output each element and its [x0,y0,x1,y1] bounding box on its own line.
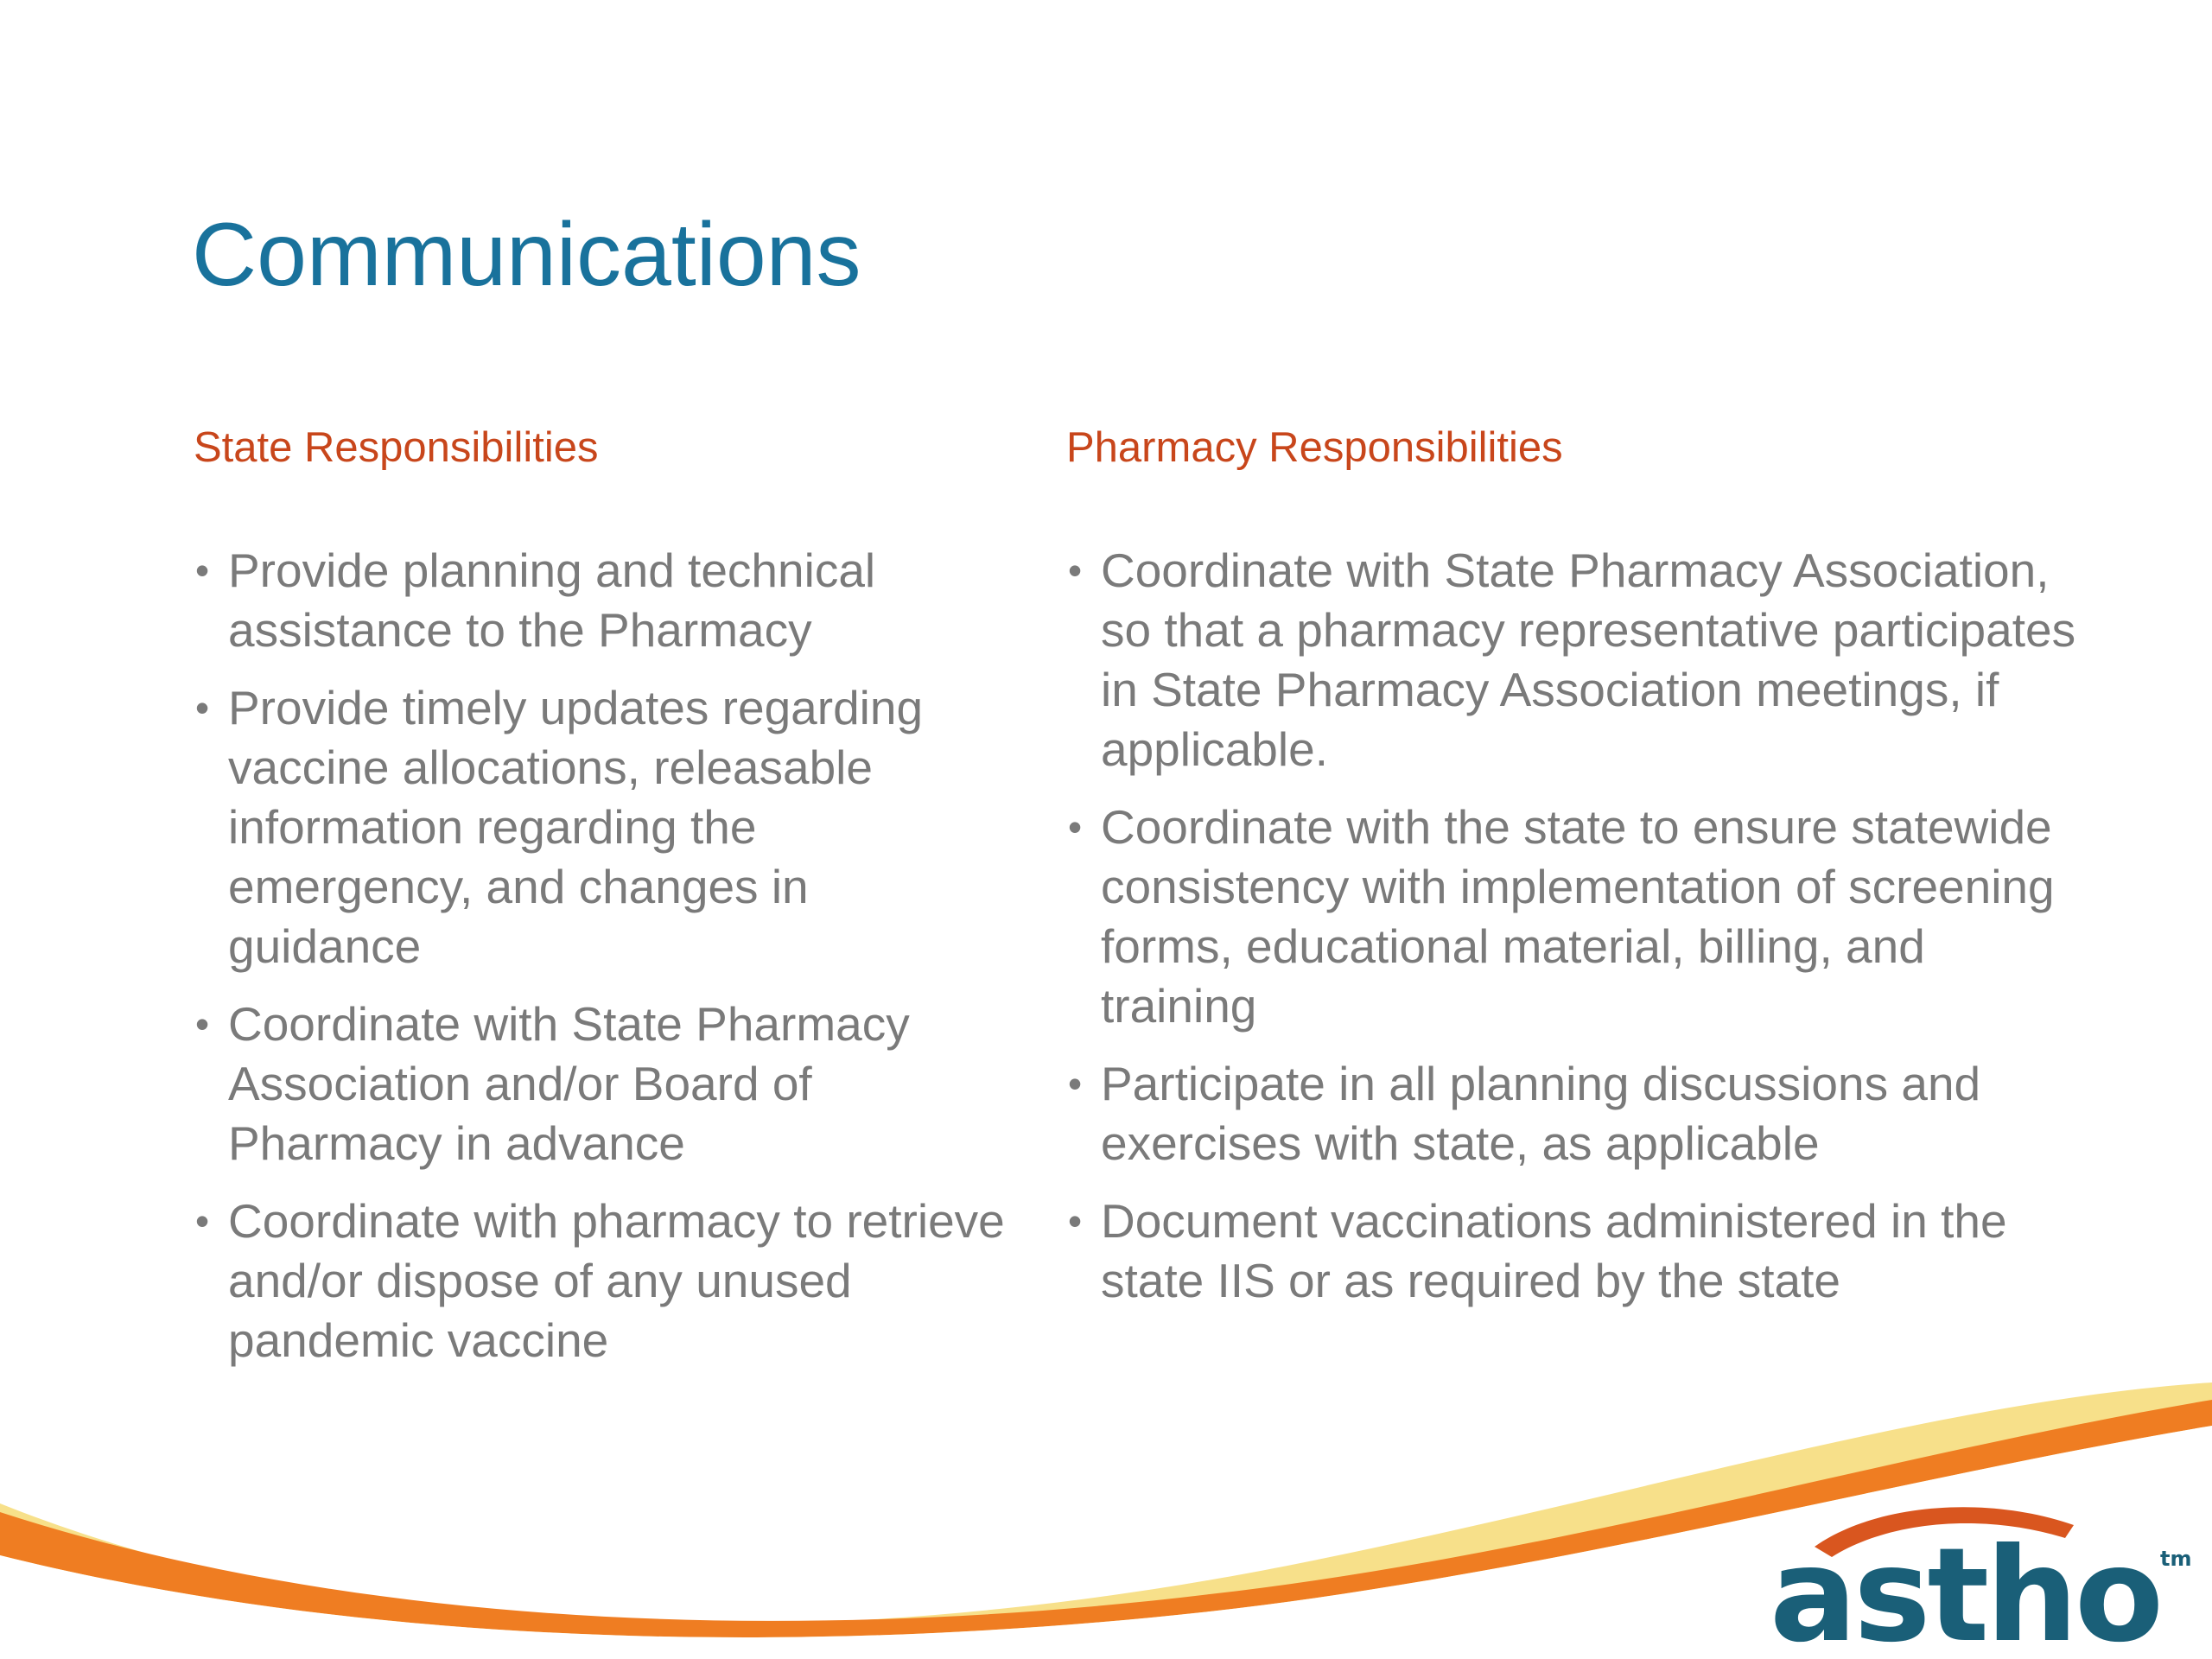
list-item-text: Document vaccinations administered in the state IIS or as required by the state [1101,1194,2007,1307]
astho-logo [1763,1486,2195,1659]
bullet-icon: • [195,548,210,593]
list-item [1066,541,2086,779]
pharmacy-responsibilities-heading: Pharmacy Responsibilities [1066,424,1563,471]
pharmacy-responsibilities-column [1066,420,2086,1307]
state-responsibilities-heading: State Responsibilities [194,424,599,471]
list-item [194,1192,1006,1370]
list-item-text: Provide planning and technical assistance to the Pharmacy [228,543,876,657]
logo-trademark: tm [2160,1547,2192,1571]
state-responsibilities-list [194,541,1006,1389]
list-item-text: Coordinate with pharmacy to retrieve and/or dispose of any unused pandemic vaccine [228,1194,1005,1367]
bullet-icon: • [1068,1198,1083,1243]
bullet-icon: • [1068,1061,1083,1106]
list-item-text: Coordinate with State Pharmacy Association and/or Board of Pharmacy in advance [228,997,910,1170]
list-item-text: Provide timely updates regarding vaccine allocations, releasable information regarding the emergency, and changes in guidance [228,681,924,973]
logo-wordmark: astho [1770,1521,2161,1659]
list-item [194,541,1006,660]
list-item-text: Coordinate with State Pharmacy Association, so that a pharmacy representative participates in State Pharmacy Association meetings, if applicable. [1101,543,2076,776]
list-item-text: Coordinate with the state to ensure statewide consistency with implementation of screening forms, educational material, billing, and training [1101,800,2055,1033]
list-item-text: Participate in all planning discussions and exercises with state, as applicable [1101,1057,1981,1170]
bullet-icon: • [1068,548,1083,593]
bullet-icon: • [1068,804,1083,849]
bullet-icon: • [195,1198,210,1243]
bullet-icon: • [195,685,210,730]
list-item [194,995,1006,1173]
list-item [194,678,1006,976]
slide-title: Communications [192,205,861,305]
list-item [1066,1192,2086,1311]
state-responsibilities-column [194,420,1006,1367]
list-item [1066,1054,2086,1173]
pharmacy-responsibilities-list [1066,541,2086,1329]
bullet-icon: • [195,1001,210,1046]
list-item [1066,798,2086,1036]
